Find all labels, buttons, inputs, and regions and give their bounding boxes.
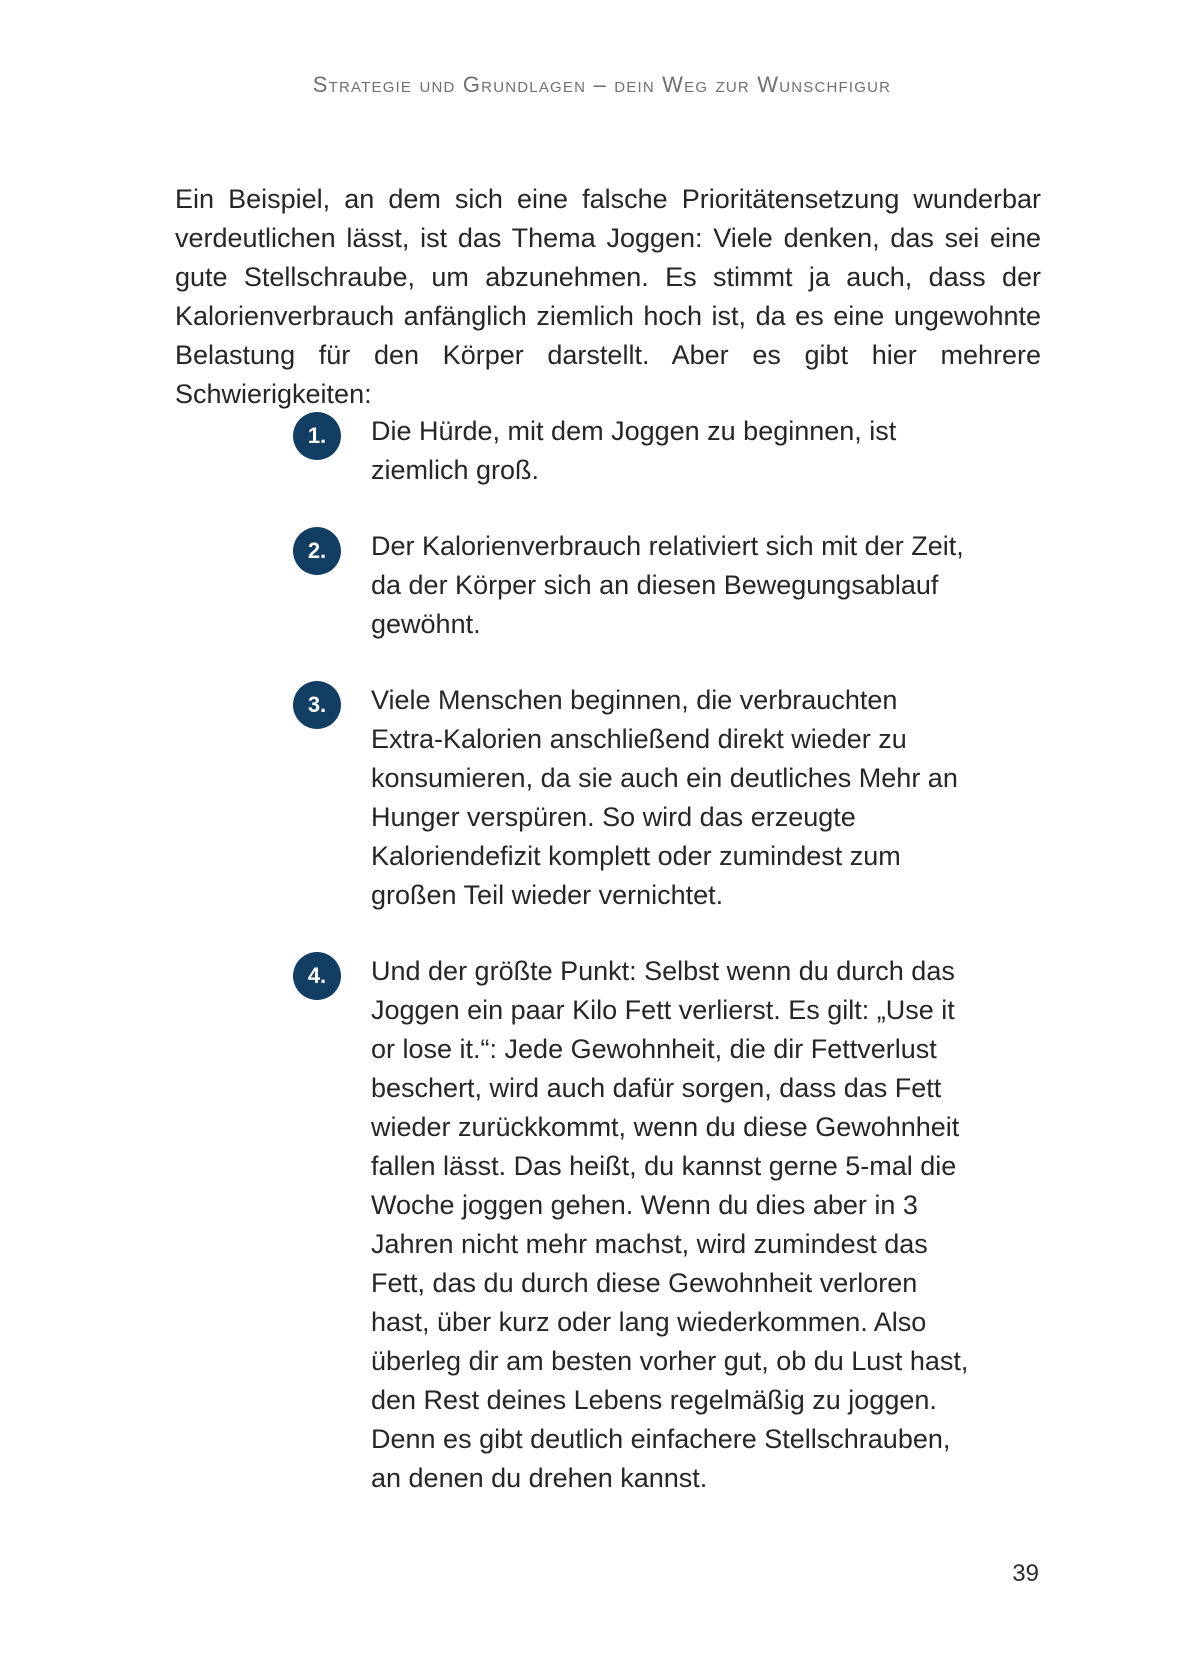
intro-paragraph: Ein Beispiel, an dem sich eine falsche Prioritätensetzung wunderbar verdeutlichen lässt, ist das Thema Joggen: Viele denken, das sei eine gute Stellschraube, um abzunehmen. Es stimmt ja auch, dass der Kalorienverbrauch anfänglich ziemlich hoch ist, da es eine ungewohnte Belastung für den Körper darstellt. Aber es gibt hier mehrere Schwierigkeiten: — [175, 184, 1041, 409]
list-item-text: Viele Menschen beginnen, die verbrauchten Extra-Kalorien anschließend direkt wieder zu konsumieren, da sie auch ein deutliches Mehr an Hunger verspüren. So wird das erzeugte Kaloriendefizit komplett oder zumindest zum großen Teil wieder vernichtet. — [371, 685, 958, 910]
numbered-list — [293, 412, 973, 1535]
list-item — [293, 681, 973, 915]
number-badge: 3. — [293, 681, 341, 729]
page-number: 39 — [1012, 1560, 1039, 1587]
running-header: Strategie und Grundlagen – dein Weg zur Wunschfigur — [312, 72, 892, 97]
list-item-text: Die Hürde, mit dem Joggen zu beginnen, ist ziemlich groß. — [371, 416, 897, 485]
list-item — [293, 952, 973, 1498]
number-badge: 2. — [293, 527, 341, 575]
list-item — [293, 412, 973, 490]
list-item-text: Und der größte Punkt: Selbst wenn du durch das Joggen ein paar Kilo Fett verlierst. Es gilt: „Use it or lose it.“: Jede Gewohnheit, die dir Fettverlust beschert, wird auch dafür sorgen, dass das Fett wieder zurückkommt, wenn du diese Gewohnheit fallen lässt. Das heißt, du kannst gerne 5-mal die Woche joggen gehen. Wenn du dies aber in 3 Jahren nicht mehr machst, wird zumindest das Fett, das du durch diese Gewohnheit verloren hast, über kurz oder lang wiederkommen. Also überleg dir am besten vorher gut, ob du Lust hast, den Rest deines Lebens regelmäßig zu joggen. Denn es gibt deutlich einfachere Stellschrauben, an denen du drehen kannst. — [371, 956, 969, 1493]
list-item-text: Der Kalorienverbrauch relativiert sich mit der Zeit, da der Körper sich an diesen Bewegungsablauf gewöhnt. — [371, 531, 964, 639]
number-badge: 1. — [293, 412, 341, 460]
list-item — [293, 527, 973, 644]
number-badge: 4. — [293, 952, 341, 1000]
